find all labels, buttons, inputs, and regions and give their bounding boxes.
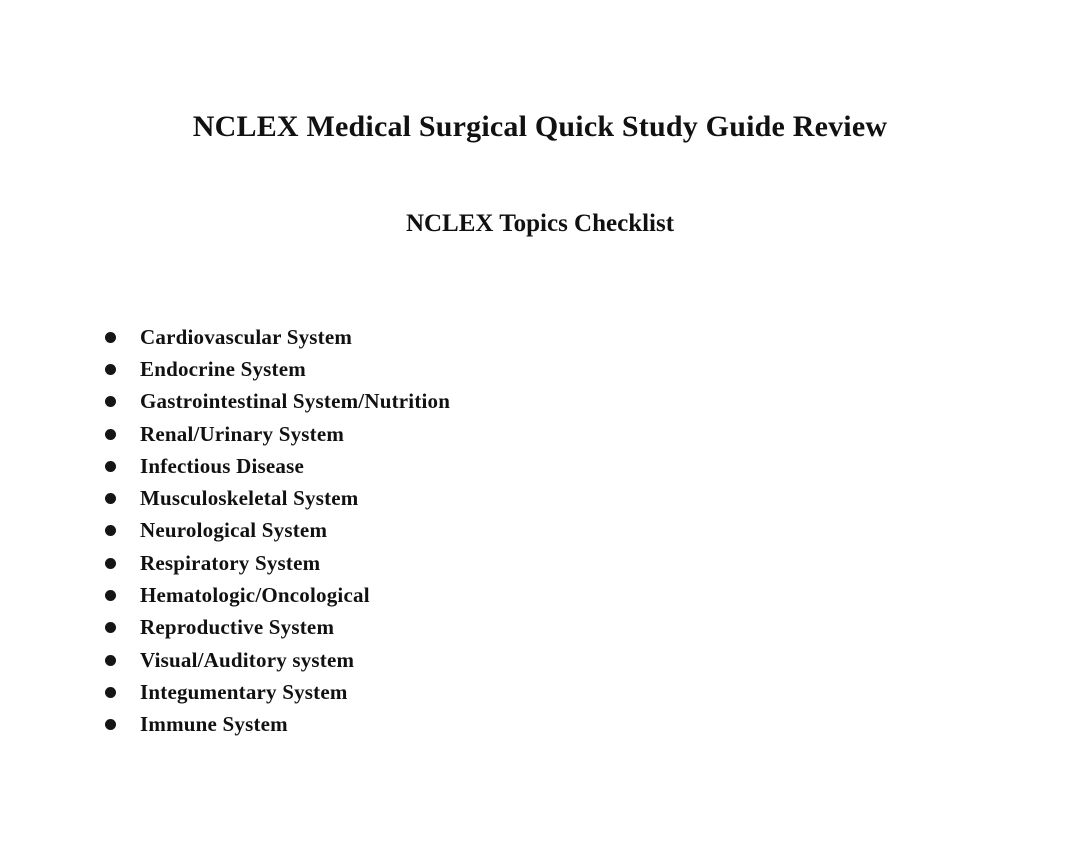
list-item: [105, 579, 450, 611]
section-heading: NCLEX Topics Checklist: [405, 209, 675, 237]
bullet-icon: [105, 429, 116, 440]
topic-label: Integumentary System: [140, 679, 348, 704]
topic-label: Infectious Disease: [140, 453, 305, 478]
list-item: [105, 353, 450, 385]
topic-label: Cardiovascular System: [140, 324, 353, 349]
list-item: [105, 321, 450, 353]
topic-label: Hematologic/Oncological: [140, 583, 370, 608]
page-title: NCLEX Medical Surgical Quick Study Guide Review: [192, 110, 888, 144]
bullet-icon: [105, 364, 116, 375]
topics-checklist: [105, 321, 450, 741]
bullet-icon: [105, 622, 116, 633]
bullet-icon: [105, 655, 116, 666]
bullet-icon: [105, 719, 116, 730]
list-item: [105, 386, 450, 418]
list-item: [105, 547, 450, 579]
topic-label: Renal/Urinary System: [140, 421, 345, 446]
list-item: [105, 644, 450, 676]
bullet-icon: [105, 396, 116, 407]
list-item: [105, 709, 450, 741]
bullet-icon: [105, 332, 116, 343]
list-item: [105, 450, 450, 482]
topic-label: Respiratory System: [140, 550, 321, 575]
topic-label: Visual/Auditory system: [140, 647, 355, 672]
bullet-icon: [105, 590, 116, 601]
bullet-icon: [105, 687, 116, 698]
list-item: [105, 612, 450, 644]
topic-label: Neurological System: [140, 518, 328, 543]
list-item: [105, 515, 450, 547]
bullet-icon: [105, 558, 116, 569]
topic-label: Reproductive System: [140, 615, 335, 640]
topic-label: Gastrointestinal System/Nutrition: [140, 389, 451, 414]
bullet-icon: [105, 493, 116, 504]
topic-label: Endocrine System: [140, 356, 306, 381]
bullet-icon: [105, 461, 116, 472]
list-item: [105, 482, 450, 514]
bullet-icon: [105, 525, 116, 536]
topic-label: Musculoskeletal System: [140, 486, 359, 511]
topic-label: Immune System: [140, 712, 288, 737]
list-item: [105, 418, 450, 450]
list-item: [105, 676, 450, 708]
